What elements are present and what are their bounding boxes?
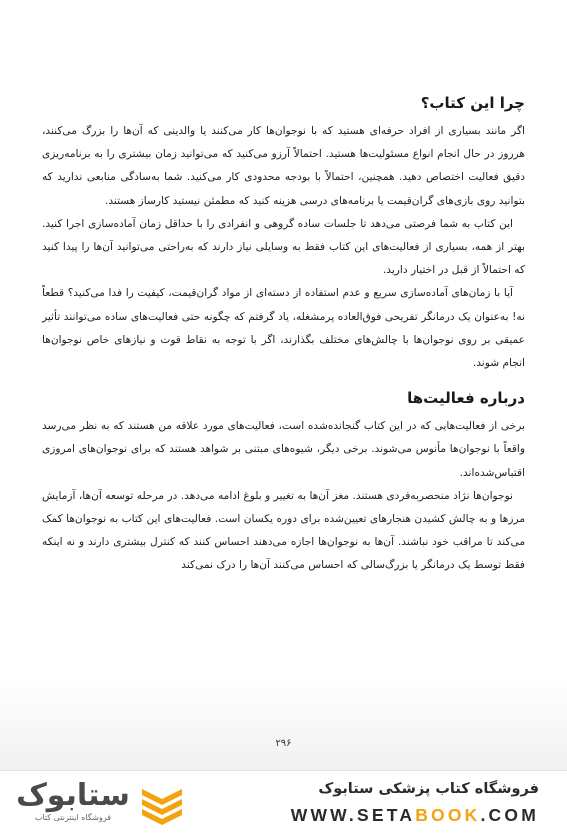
paragraph: این کتاب به شما فرصتی می‌دهد تا جلسات ساده گروهی و انفرادی را با حداقل زمان آماده‌سازی اجرا کنید. بهتر از همه، بسیاری از فعالیت‌های این کتاب فقط به وسایلی نیاز دارند که به‌راحتی می‌توانید آن‌ها را پیدا کنید که احتمالاً از قبل در اختیار دارید. bbox=[42, 217, 525, 277]
logo-wordmark: ستابوک bbox=[16, 778, 130, 813]
shop-title: فروشگاه کتاب پزشکی ستابوک bbox=[318, 781, 539, 797]
logo-tagline: فروشگاه اینترنتی کتاب bbox=[34, 813, 112, 822]
paragraph: اگر مانند بسیاری از افراد حرفه‌ای هستید که با نوجوان‌ها کار می‌کنند یا والدینی که آن‌ها را بزرگ می‌کنند، هرروز در حال انجام انواع مسئولیت‌ها هستید. احتمالاً آرزو می‌کنید که می‌توانید زمان بیشتری را به برنامه‌ریزی دقیق فعالیت اختصاص دهید. همچنین، احتمالاً با بودجه محدودی کار می‌کنید. شما به‌سادگی منابعی ندارید که بتوانید روی بازی‌های گران‌قیمت یا برنامه‌های درسی هزینه کنید که مطمئن نیستید کارساز هستند. bbox=[42, 125, 525, 207]
watermark-footer bbox=[0, 770, 567, 833]
section-heading-why-this-book: چرا این کتاب؟ bbox=[420, 94, 525, 112]
page-number: ۲۹۶ bbox=[275, 738, 292, 749]
url-suffix: .COM bbox=[480, 805, 539, 825]
url-prefix: WWW.SETA bbox=[290, 805, 416, 825]
paragraph: نوجوان‌ها نژاد منحصربه‌فردی هستند. مغز آن‌ها به تغییر و بلوغ ادامه می‌دهد. در مرحله توسعه آن‌ها، آزمایش مرزها و به چالش کشیدن هنجارهای تعیین‌شده برای دوره یکسان است. فعالیت‌های این کتاب به نوجوان‌ها کمک می‌کند تا مراقب خود نباشند. آن‌ها به نوجوان‌ها اجازه می‌دهند احساس کنند که کنترل بیشتری دارند و نه اینکه فقط توسط یک درمانگر یا بزرگ‌سالی که احساس می‌کنند آن‌ها را درک نمی‌کند bbox=[42, 489, 525, 572]
section-heading-about-activities: درباره فعالیت‌ها bbox=[407, 389, 525, 408]
url-accent: BOOK bbox=[415, 805, 481, 825]
page-content bbox=[42, 92, 525, 578]
paragraph: برخی از فعالیت‌هایی که در این کتاب گنجانده‌شده است، فعالیت‌های مورد علاقه من هستند که به نظر می‌رسد واقعاً با نوجوان‌ها مأنوس می‌شوند. برخی دیگر، شیوه‌های مبتنی بر شواهد هستند که برای نوجوان‌های امروزی اقتباس‌شده‌اند. bbox=[42, 420, 525, 479]
paragraph: آیا با زمان‌های آماده‌سازی سریع و عدم استفاده از دسته‌ای از مواد گران‌قیمت، کیفیت را فدا می‌کنید؟ قطعاً نه! به‌عنوان یک درمانگر تفریحی فوق‌العاده پرمشغله، یاد گرفتم که چگونه حتی فعالیت‌های ساده می‌توانند تأثیر عمیقی بر روی نوجوان‌ها با چالش‌های مختلف بگذارند، اگر با توجه به نقاط قوت و نیازهای خاص نوجوان‌ها انجام شوند. bbox=[42, 287, 525, 370]
shop-url[interactable] bbox=[291, 805, 539, 826]
book-logo-icon bbox=[138, 781, 186, 825]
